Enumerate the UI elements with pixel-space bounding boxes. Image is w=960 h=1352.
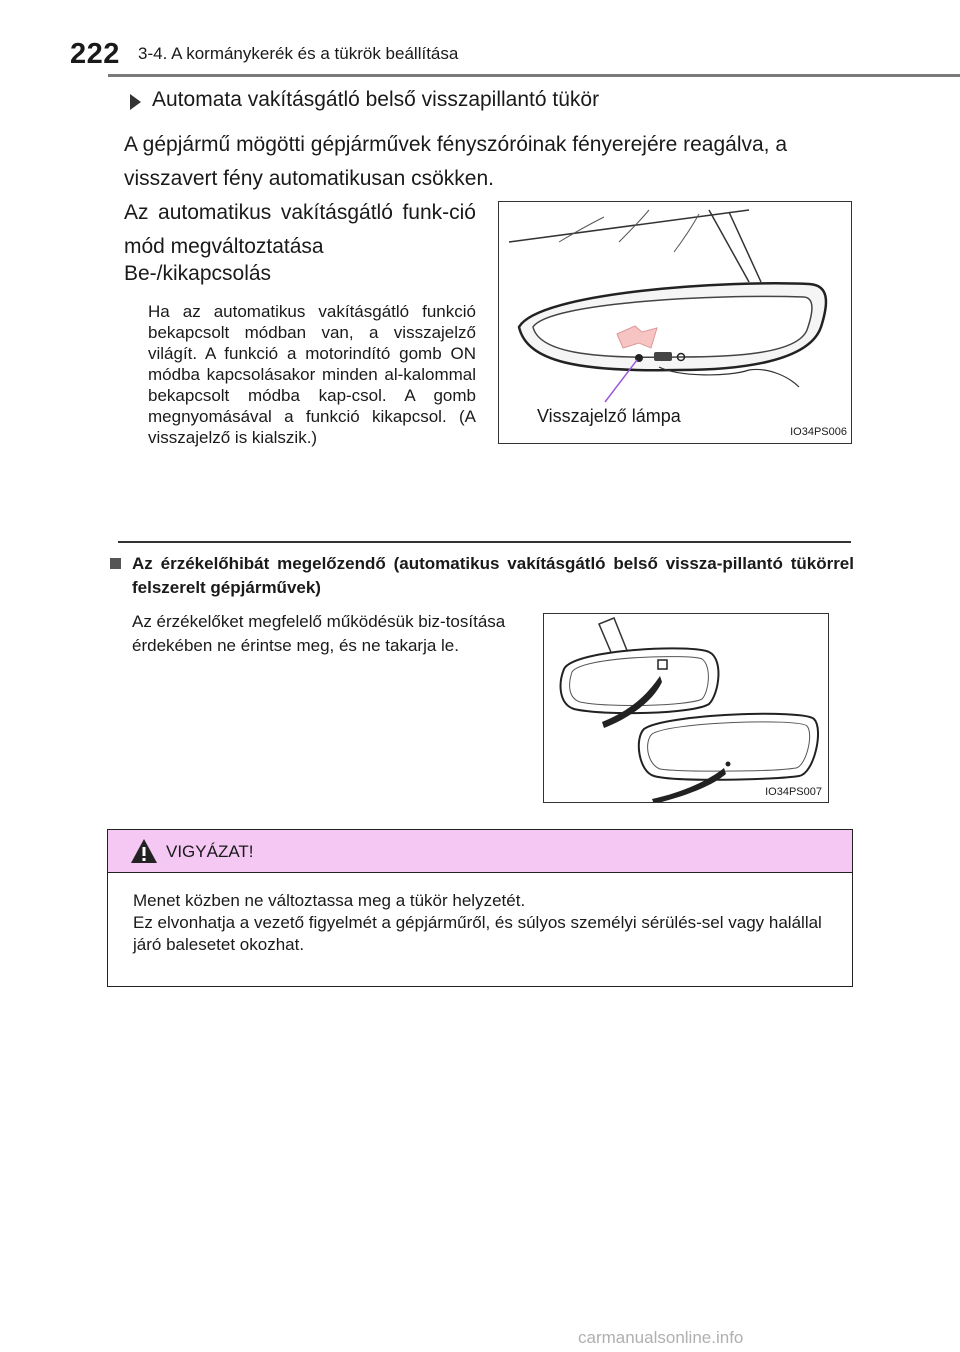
section-heading: Automata vakításgátló belső visszapillantó tükör — [152, 88, 600, 111]
warning-header — [108, 830, 852, 873]
figure1-title: Az automatikus vakításgátló funk-ció mód megváltoztatása — [124, 201, 476, 258]
warning-box — [107, 829, 853, 987]
triangle-bullet-icon — [130, 94, 141, 110]
image-code: IO34PS007 — [765, 786, 822, 798]
warning-triangle-icon — [130, 838, 158, 864]
figure1-description: Ha az automatikus vakításgátló funkció bekapcsolt módban van, a visszajelző világít. A funkció a motorindító gomb ON módba kapcsolásakor minden al-kalommal bekapcsolt módba kap-csol. A gomb megnyomásával a funkció kikapcsol. (A visszajelző is kialszik.) — [148, 302, 476, 447]
warning-title: VIGYÁZAT! — [166, 842, 254, 861]
watermark: carmanualsonline.info — [578, 1328, 744, 1347]
section-header: 3-4. A kormánykerék és a tükrök beállítása — [138, 44, 459, 63]
indicator-callout-label: Visszajelző lámpa — [537, 406, 681, 426]
intro-paragraph: A gépjármű mögötti gépjárművek fényszóróinak fényerejére reagálva, a visszavert fény automatikusan csökken. — [124, 133, 788, 190]
header-rule — [108, 74, 960, 77]
section-divider — [118, 541, 851, 543]
warning-line: Ez elvonhatja a vezető figyelmét a gépjárműről, és súlyos személyi sérülés-sel vagy halállal járó balesetet okozhat. — [133, 913, 822, 954]
warning-line: Menet közben ne változtassa meg a tükör helyzetét. — [133, 891, 526, 910]
sensor-drawing — [544, 614, 828, 802]
note-heading: Az érzékelőhibát megelőzendő (automatikus vakításgátló belső vissza-pillantó tükörrel felszerelt gépjárművek) — [132, 554, 854, 597]
note-body: Az érzékelőket megfelelő működésük biz-tosítása érdekében ne érintse meg, és ne takarja le. — [132, 612, 506, 655]
mirror-indicator-illustration — [498, 201, 852, 444]
sensor-location-illustration — [543, 613, 829, 803]
warning-body — [133, 890, 833, 956]
image-code: IO34PS006 — [790, 426, 847, 438]
figure1-subtitle: Be-/kikapcsolás — [124, 262, 272, 285]
page-number: 222 — [70, 38, 120, 70]
square-bullet-icon — [110, 558, 121, 569]
